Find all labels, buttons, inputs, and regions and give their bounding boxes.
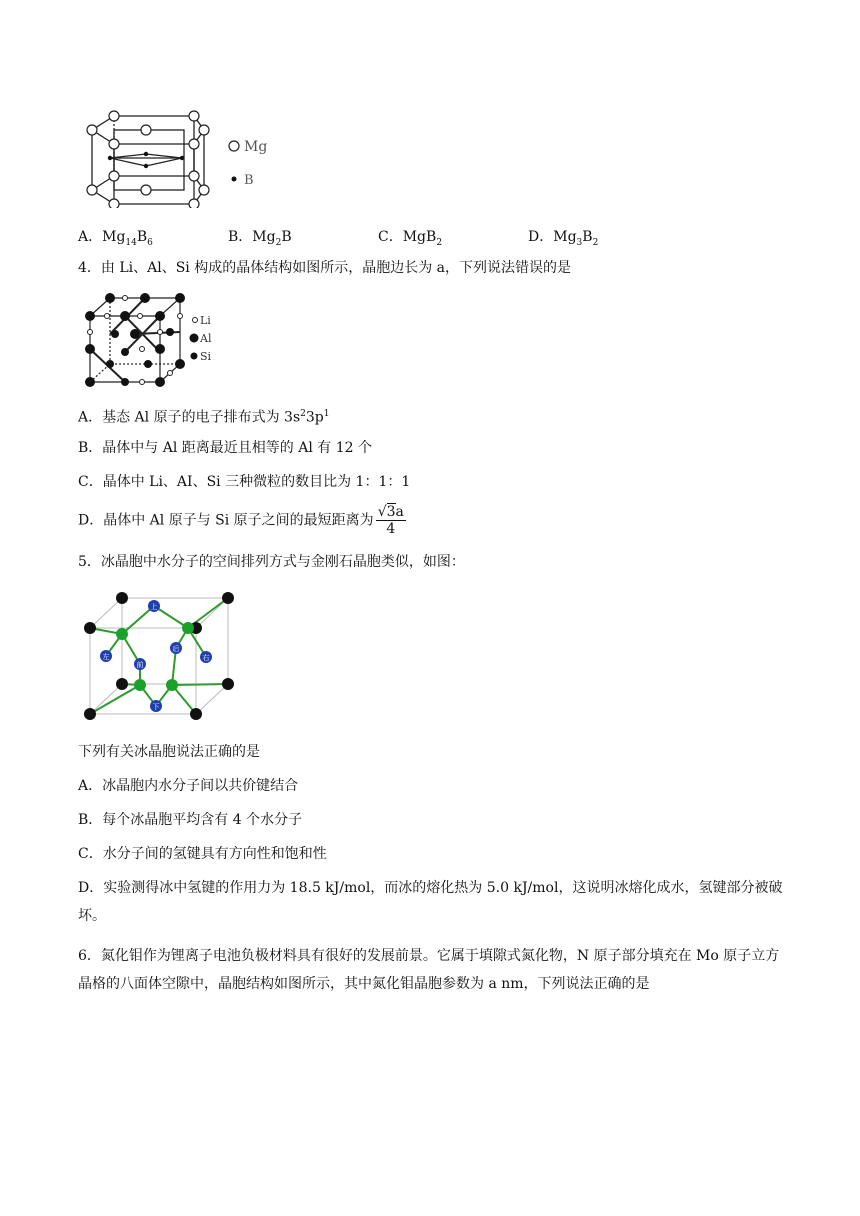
q4-option-c: C．晶体中 Li、AI、Si 三种微粒的数目比为 1：1：1: [78, 474, 411, 490]
q5-option-b: B．每个冰晶胞平均含有 4 个水分子: [78, 812, 303, 828]
label-top: 上: [150, 603, 158, 611]
legend-mg: Mg: [244, 139, 268, 155]
label-back: 后: [172, 645, 180, 653]
q3-option-a: A．$Mg_{14}B_6$: [78, 229, 153, 248]
sqrt3a-over-4-fraction: $\frac{√3a}{4}$: [377, 504, 404, 537]
q4-option-b: B．晶体中与 Al 距离最近且相等的 Al 有 12 个: [78, 440, 372, 456]
q4-option-d: D．晶体中 Al 原子与 Si 原子之间的最短距离为 $\frac{√3a}{4}$: [78, 504, 404, 537]
label-bottom: 下: [152, 703, 160, 711]
q5-option-a: A．冰晶胞内水分子间以共价键结合: [78, 778, 299, 794]
q4-stem: 4．由 Li、Al、Si 构成的晶体结构如图所示，晶胞边长为 a，下列说法错误的是: [78, 260, 572, 276]
q4-option-a: A．基态 Al 原子的电子排布式为 $3s^23p^1$: [78, 409, 330, 426]
li-al-si-crystal-figure: [80, 292, 220, 388]
legend-al: Al: [200, 332, 212, 345]
label-left: 左: [102, 653, 110, 661]
q5-lead: 下列有关冰晶胞说法正确的是: [78, 744, 260, 760]
q3-option-c: C．MgB$_2$: [378, 229, 443, 248]
q5-option-d: D．实验测得冰中氢键的作用力为 18.5 kJ/mol，而冰的熔化热为 5.0 kJ/mol，这说明冰熔化成水，氢键部分被破坏。: [78, 880, 783, 924]
legend-b: B: [244, 173, 254, 188]
label-front: 前: [136, 661, 144, 669]
q6-stem: 6．氮化钼作为锂离子电池负极材料具有很好的发展前景。它属于填隙式氮化物，N 原子部分填充在 Mo 原子立方晶格的八面体空隙中，晶胞结构如图所示，其中氮化钼晶胞参数为 a nm，下列说法正确的是: [78, 948, 780, 992]
q3-option-b: B．$Mg_2B$: [228, 229, 292, 248]
q5-stem: 5．冰晶胞中水分子的空间排列方式与金刚石晶胞类似，如图：: [78, 554, 465, 570]
q3-option-d: D．$Mg_3B_2$: [528, 229, 599, 248]
label-right: 右: [202, 654, 210, 662]
legend-li: Li: [200, 314, 211, 327]
ice-crystal-figure: [80, 590, 240, 726]
mgb-crystal-figure: [84, 108, 274, 208]
q5-option-c: C．水分子间的氢键具有方向性和饱和性: [78, 846, 327, 862]
legend-si: Si: [200, 350, 212, 363]
